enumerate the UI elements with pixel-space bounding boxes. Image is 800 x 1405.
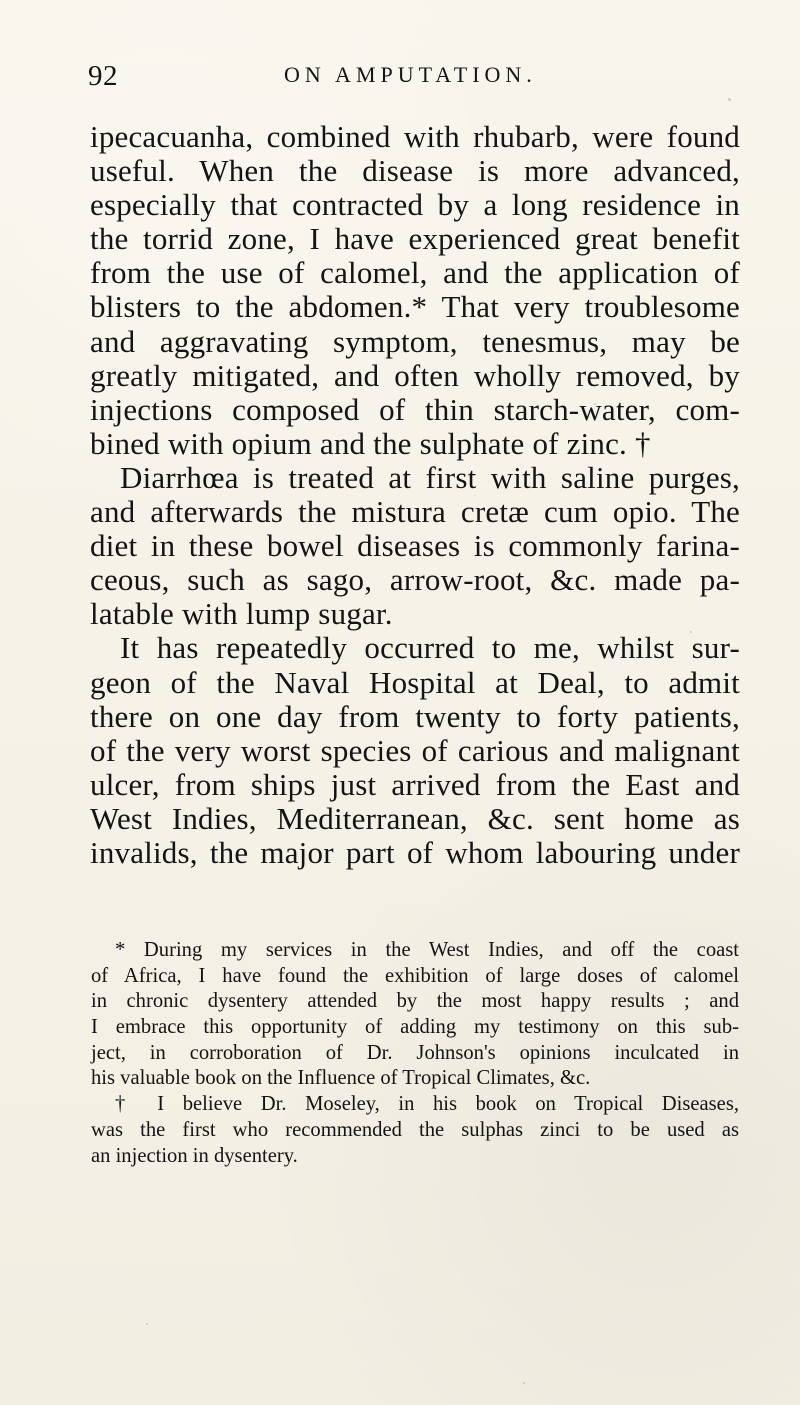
- body-line: West Indies, Mediterranean, &c. sent home as: [90, 800, 740, 836]
- body-line: ceous, such as sago, arrow-root, &c. made pa-: [90, 562, 740, 598]
- body-line: Diarrhœa is treated at first with saline purges,: [120, 459, 740, 495]
- page-number: 92: [88, 60, 118, 92]
- footnote-line: was the first who recommended the sulphas zinci to be used as: [91, 1118, 739, 1141]
- footnote-line: † I believe Dr. Moseley, in his book on Tropical Diseases,: [115, 1093, 739, 1116]
- footnote-line: his valuable book on the Influence of Tropical Climates, &c.: [91, 1067, 591, 1090]
- footnote-line: ject, in corroboration of Dr. Johnson's opinions inculcated in: [91, 1041, 739, 1064]
- body-line: blisters to the abdomen.* That very troublesome: [90, 289, 740, 325]
- body-line: bined with opium and the sulphate of zinc. †: [90, 425, 651, 461]
- footnote-line: I embrace this opportunity of adding my testimony on this sub-: [91, 1016, 739, 1039]
- body-line: ulcer, from ships just arrived from the East and: [90, 766, 740, 802]
- main-text: [90, 120, 740, 870]
- body-line: and afterwards the mistura cretæ cum opio. The: [90, 494, 740, 530]
- body-line: from the use of calomel, and the application of: [90, 255, 740, 291]
- body-line: latable with lump sugar.: [90, 596, 393, 632]
- body-line: diet in these bowel diseases is commonly farina-: [90, 528, 740, 564]
- page-header: [88, 60, 748, 96]
- footnotes: [91, 938, 739, 1169]
- footnote-line: of Africa, I have found the exhibition of large doses of calomel: [91, 964, 739, 987]
- body-line: geon of the Naval Hospital at Deal, to admit: [90, 664, 740, 700]
- body-line: greatly mitigated, and often wholly removed, by: [90, 357, 740, 393]
- paper-speck: [146, 1323, 148, 1325]
- body-line: and aggravating symptom, tenesmus, may be: [90, 323, 740, 359]
- body-line: useful. When the disease is more advanced,: [90, 153, 740, 189]
- footnote-line: * During my services in the West Indies, and off the coast: [115, 939, 739, 961]
- paper-speck: [728, 98, 731, 101]
- body-line: It has repeatedly occurred to me, whilst sur-: [120, 630, 740, 666]
- body-line: of the very worst species of carious and malignant: [90, 732, 740, 768]
- body-line: there on one day from twenty to forty patients,: [90, 698, 740, 734]
- body-line: injections composed of thin starch-water, com-: [90, 391, 740, 427]
- body-line: the torrid zone, I have experienced great benefit: [90, 221, 740, 257]
- running-head: ON AMPUTATION.: [284, 62, 537, 87]
- body-line: invalids, the major part of whom labouring under: [90, 834, 740, 870]
- paper-speck: [523, 1382, 525, 1384]
- footnote-line: an injection in dysentery.: [91, 1144, 298, 1167]
- body-line: especially that contracted by a long residence in: [90, 187, 740, 223]
- footnote-line: in chronic dysentery attended by the most happy results ; and: [91, 990, 739, 1013]
- body-line: ipecacuanha, combined with rhubarb, were found: [90, 119, 740, 154]
